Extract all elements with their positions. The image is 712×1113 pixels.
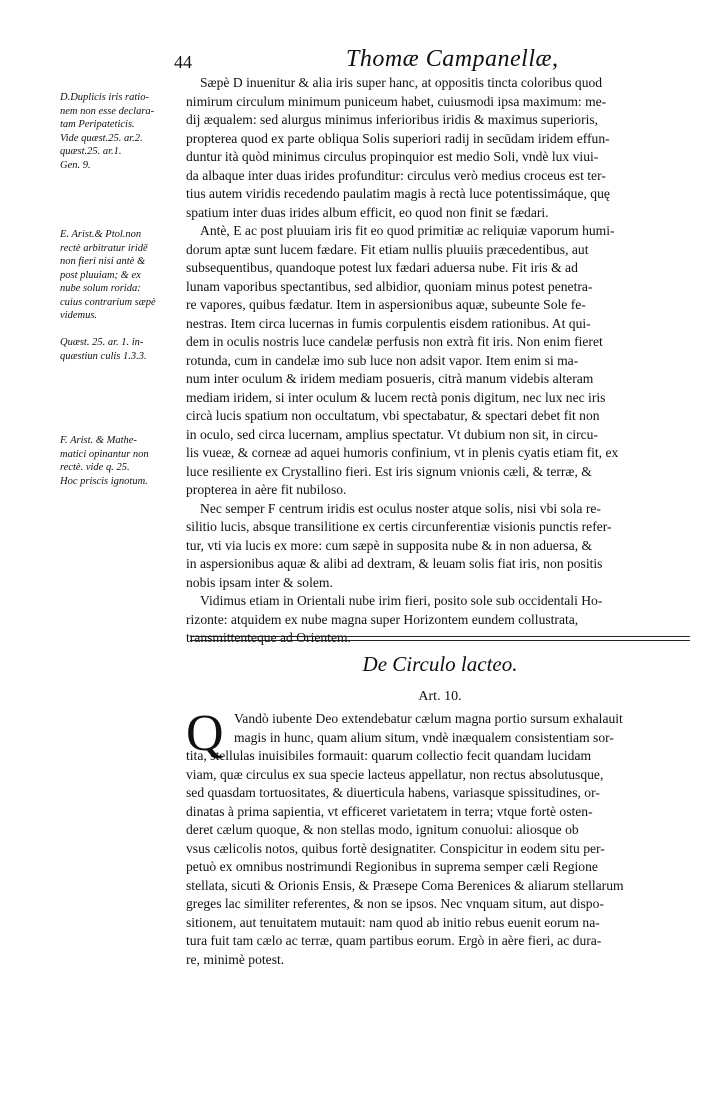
section-rule: [190, 636, 690, 637]
text-line: Vidimus etiam in Orientali nube irim fieri, posito sole sub occidentali Ho-: [200, 593, 603, 608]
drop-cap: Q: [186, 705, 224, 762]
text-line: Sæpè D inuenitur & alia iris super hanc, at oppositis tincta coloribus quod: [200, 75, 603, 90]
margin-note-e: E. Arist.& Ptol.non rectè arbitratur iridē non fieri nisi antè & post pluuiam; & ex nube solum rorida: cuius contrarium sæpè videmus.: [60, 229, 156, 321]
article-line: petuò ex omnibus nostrimundi Regionibus in suprema semper cæli Regione: [186, 859, 598, 874]
article-line: sed quasdam tortuositates, & diuerticula habens, variasque spissitudines, or-: [186, 785, 600, 800]
text-line: dij æqualem: sed alurgus minimus inferioribus iridis & maximus superioris,: [186, 112, 599, 127]
text-line: num inter oculum & iridem mediam posueris, citrà manum videbis alteram: [186, 371, 594, 386]
text-line: rizonte: atquidem ex nube magna super Horizontem eundem collustrata,: [186, 611, 579, 627]
article-line: vsus cælicolis notos, quibus fortè designatiter. Conspicitur in eodem situ per-: [186, 840, 605, 856]
text-line: rotunda, cum in candelæ imo sub luce non adsit vapor. Item enim si ma-: [186, 352, 579, 368]
text-line: subsequentibus, quandoque potest lux fædari aduersa nube. Fit iris & ad: [186, 260, 578, 275]
section-rule-thin: [190, 640, 690, 641]
text-line: transmittenteque ad Orientem.: [186, 630, 351, 645]
text-line: nobis ipsam inter & solem.: [186, 574, 333, 590]
article-line: magis in hunc, quam alium situm, vndè inæqualem consistentiam sor-: [234, 729, 614, 745]
section-title: De Circulo lacteo.: [362, 652, 518, 676]
text-line: duntur ità quòd minimus circulus propinquior est medio Soli, vndè lux viui-: [186, 149, 599, 164]
text-line: Antè, E ac post pluuiam iris fit eo quod primitiæ ac reliquiæ vaporum humi-: [200, 223, 615, 238]
article-line: deret cælum quoque, & non stellas modo, ignitum conuolui: aliosque ob: [186, 822, 579, 837]
article-line: re, minimè potest.: [186, 951, 285, 967]
text-line: re vapores, quibus fædatur. Item in aspersionibus aquæ, subeunte Sole fe-: [186, 297, 586, 312]
text-line: in oculo, sed circa lucernam, amplius spectatur. Vt dubium non sit, in circu-: [186, 426, 598, 442]
page-number: 44: [174, 52, 192, 72]
text-line: lis vueæ, & corneæ ad aquei humoris confinium, vt in plenis cyatis etiam fit, ex: [186, 445, 619, 460]
article-line: dinatas à prima sapientia, vt efficeret varietatem in terra; vtque fortè osten-: [186, 803, 593, 819]
article-line: stellata, sicuti & Orionis Ensis, & Præsepe Coma Berenices & aliarum stellarum: [186, 877, 624, 893]
text-line: da albaque inter duas irides profunditur: circulus verò medius croceus est ter-: [186, 167, 606, 183]
margin-note-d: D.Duplicis iris ratio- nem non esse declara- tam Peripateticis. Vide quæst.25. ar.2. quæst.25. ar.1. Gen. 9.: [60, 92, 155, 171]
running-head: Thomæ Campanellæ,: [346, 46, 559, 72]
margin-note-f: F. Arist. & Mathe- matici opinantur non rectè. vide q. 25. Hoc priscis ignotum.: [60, 435, 149, 487]
margin-note-quaest: Quæst. 25. ar. 1. in- quæstiun culis 1.3.3.: [60, 337, 147, 362]
text-line: tius autem viridis recedendo paulatim magis à rectà luce potentissimáque, quę: [186, 186, 610, 201]
text-line: silitio lucis, absque transilitione ex certis circunferentiæ visionis punctis refer-: [186, 519, 612, 534]
article-line: tita, stellulas inuisibiles formauit: quarum collectio fecit quandam lucidam: [186, 748, 592, 763]
text-line: luce resiliente ex Crystallino fieri. Est iris signum vnionis cæli, & terræ, &: [186, 463, 592, 479]
text-line: circà lucis spatium non occultatum, vbi spectabatur, & spectari debet fit non: [186, 408, 600, 423]
text-line: dem in oculis nostris luce candelæ perfusis non extrà fit iris. Non enim fieret: [186, 334, 603, 349]
text-line: mediam iridem, si inter oculum & lucem rectà ponis digitum, nec lux nec iris: [186, 389, 606, 405]
text-line: Nec semper F centrum iridis est oculus noster atque solis, nisi vbi sola re-: [200, 500, 601, 516]
article-line: viam, quæ circulus ex sua specie lacteus appellatur, non rectus absolutusque,: [186, 766, 604, 782]
article-text: [186, 705, 694, 969]
text-line: nimirum circulum minimum puniceum habet, cuiusmodi ipsa maximum: me-: [186, 93, 607, 109]
article-line: Vandò iubente Deo extendebatur cælum magna portio sursum exhalauit: [234, 711, 623, 726]
text-line: propterea in aère fit nubiloso.: [186, 482, 347, 497]
text-line: dorum aptæ sunt lucem fædare. Fit etiam nullis pluuiis præcedentibus, aut: [186, 241, 589, 257]
article-line: greges lac similiter referentes, & non se ipsos. Nec vnquam situm, aut dispo-: [186, 896, 604, 911]
article-line: sitionem, aut tenuitatem mutauit: nam quod ab initio rebus euenit eorum na-: [186, 914, 600, 930]
article-line: tura fuit tam cælo ac terræ, quam partibus eorum. Ergò in aère fieri, ac dura-: [186, 933, 602, 948]
text-line: nestras. Item circa lucernas in fumis corpulentis eisdem rationibus. At qui-: [186, 315, 591, 331]
main-paragraphs: [186, 74, 694, 648]
article-number: Art. 10.: [418, 689, 462, 704]
text-line: lunam vaporibus spectantibus, sed albidior, quoniam minus potest penetra-: [186, 278, 593, 294]
text-line: tur, vti via lucis ex more: cum sæpè in supposita nube & in non aduersa, &: [186, 537, 593, 553]
text-line: spatium inter duas irides album efficit, eo quod non finit se fædari.: [186, 204, 549, 220]
text-line: propterea quod ex parte obliqua Solis superiori radij in secūdam iridem effun-: [186, 130, 610, 146]
text-line: in aspersionibus aquæ & alibi ad dextram, & leuam solis fiat iris, non positis: [186, 556, 603, 571]
